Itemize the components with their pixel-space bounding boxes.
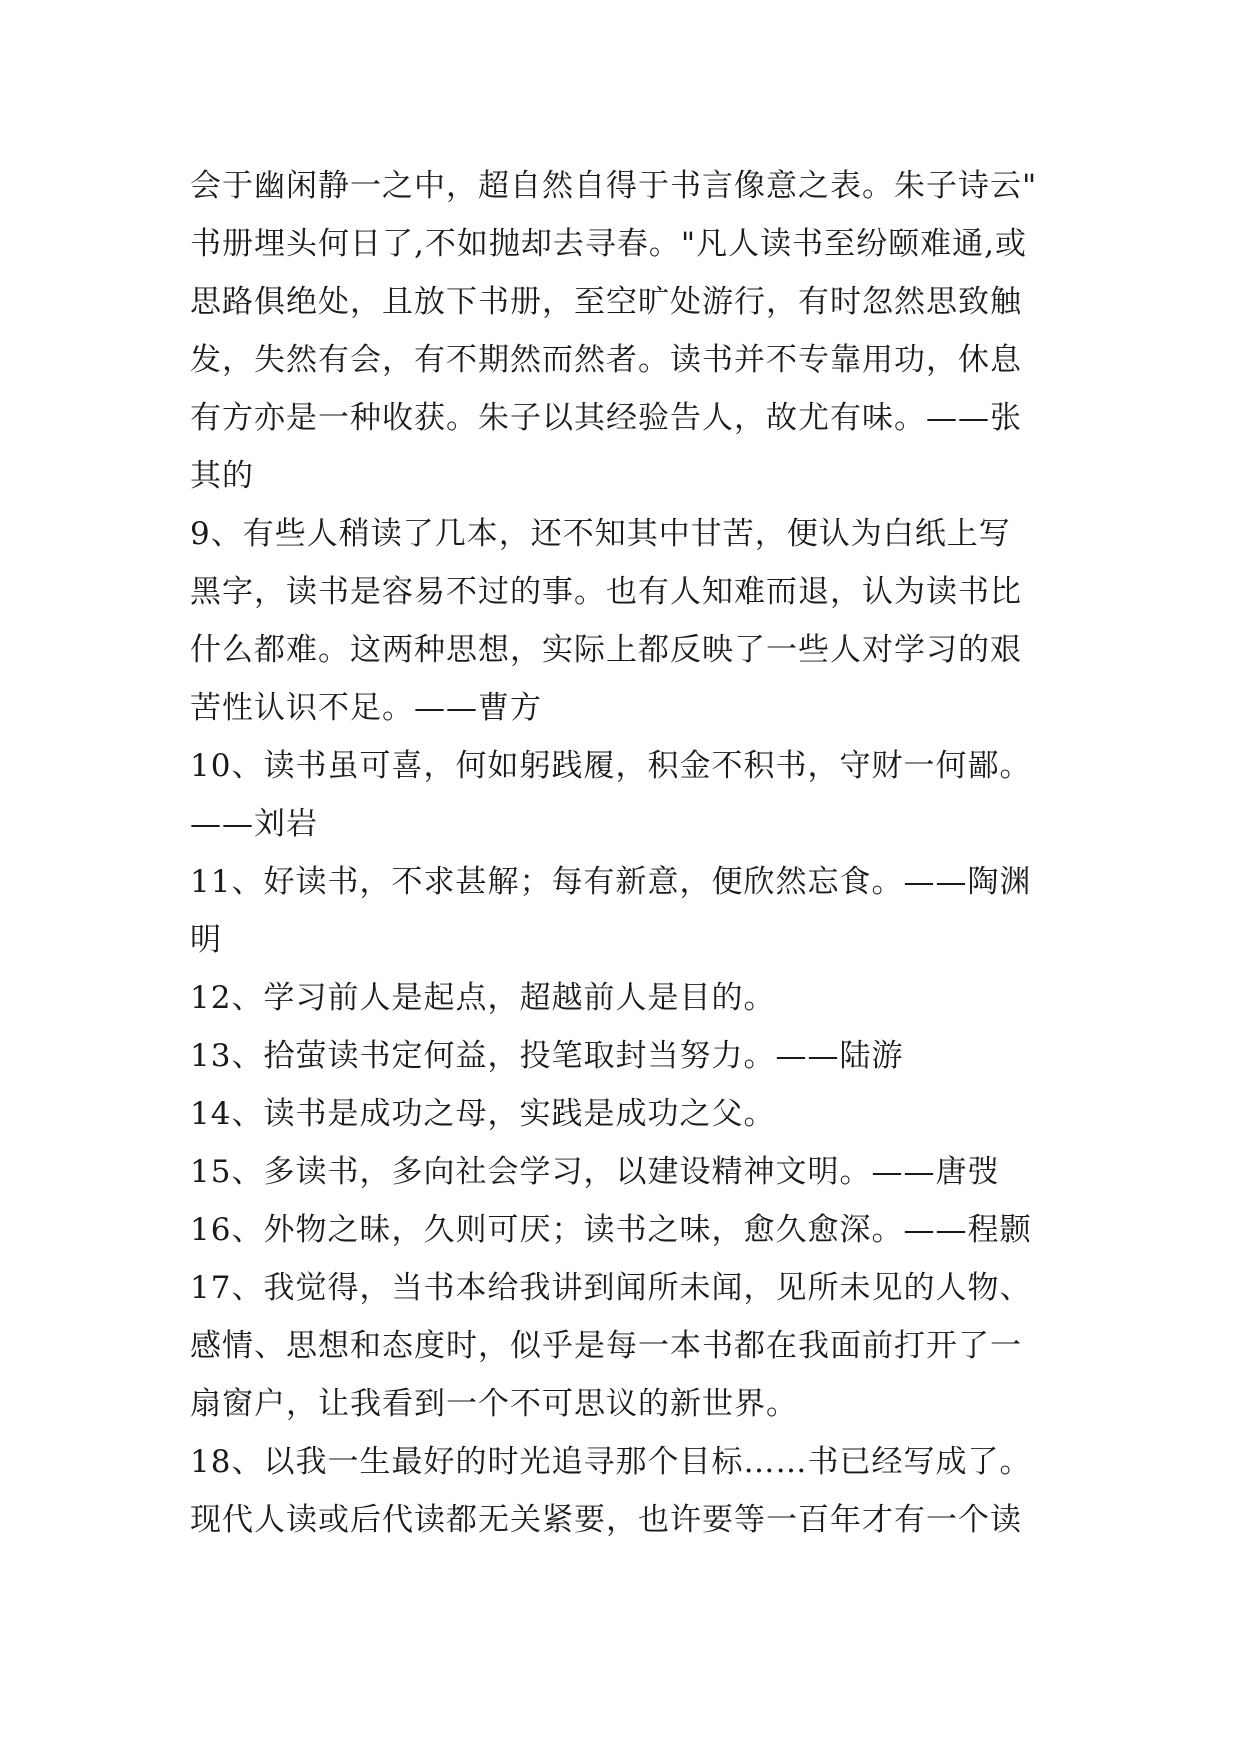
text-line: ——刘岩: [190, 806, 318, 842]
text-line: 苦性认识不足。——曹方: [190, 690, 542, 726]
text-line: 9、有些人稍读了几本，还不知其中甘苦，便认为白纸上写: [190, 516, 1011, 552]
text-line: 16、外物之昧，久则可厌；读书之味，愈久愈深。——程颢: [190, 1212, 1032, 1248]
text-line: 什么都难。这两种思想，实际上都反映了一些人对学习的艰: [190, 632, 1022, 668]
text-line: 有方亦是一种收获。朱子以其经验告人，故尤有味。——张: [190, 400, 1022, 436]
text-line: 14、读书是成功之母，实践是成功之父。: [190, 1096, 776, 1132]
text-line: 10、读书虽可喜，何如躬践履，积金不积书，守财一何鄙。: [190, 748, 1032, 784]
text-line: 书册埋头何日了,不如抛却去寻春。"凡人读书至纷颐难通,或: [190, 226, 1027, 262]
text-line: 12、学习前人是起点，超越前人是目的。: [190, 980, 776, 1016]
text-line: 黑字，读书是容易不过的事。也有人知难而退，认为读书比: [190, 574, 1022, 610]
text-line: 扇窗户，让我看到一个不可思议的新世界。: [190, 1386, 798, 1422]
text-line: 15、多读书，多向社会学习，以建设精神文明。——唐弢: [190, 1154, 1000, 1190]
text-line: 11、好读书，不求甚解；每有新意，便欣然忘食。——陶渊: [190, 864, 1032, 900]
text-line: 18、以我一生最好的时光追寻那个目标……书已经写成了。: [190, 1444, 1032, 1480]
text-line: 感情、思想和态度时，似乎是每一本书都在我面前打开了一: [190, 1328, 1022, 1364]
text-line: 会于幽闲静一之中，超自然自得于书言像意之表。朱子诗云": [190, 168, 1038, 204]
text-line: 思路俱绝处，且放下书册，至空旷处游行，有时忽然思致触: [190, 284, 1022, 320]
text-line: 发，失然有会，有不期然而然者。读书并不专靠用功，休息: [190, 342, 1022, 378]
text-line: 13、拾萤读书定何益，投笔取封当努力。——陆游: [190, 1038, 904, 1074]
body-text: [190, 157, 1060, 1549]
text-line: 17、我觉得，当书本给我讲到闻所未闻，见所未见的人物、: [190, 1270, 1032, 1306]
text-line: 其的: [190, 458, 254, 494]
text-line: 明: [190, 922, 222, 958]
text-line: 现代人读或后代读都无关紧要，也许要等一百年才有一个读: [190, 1502, 1022, 1538]
